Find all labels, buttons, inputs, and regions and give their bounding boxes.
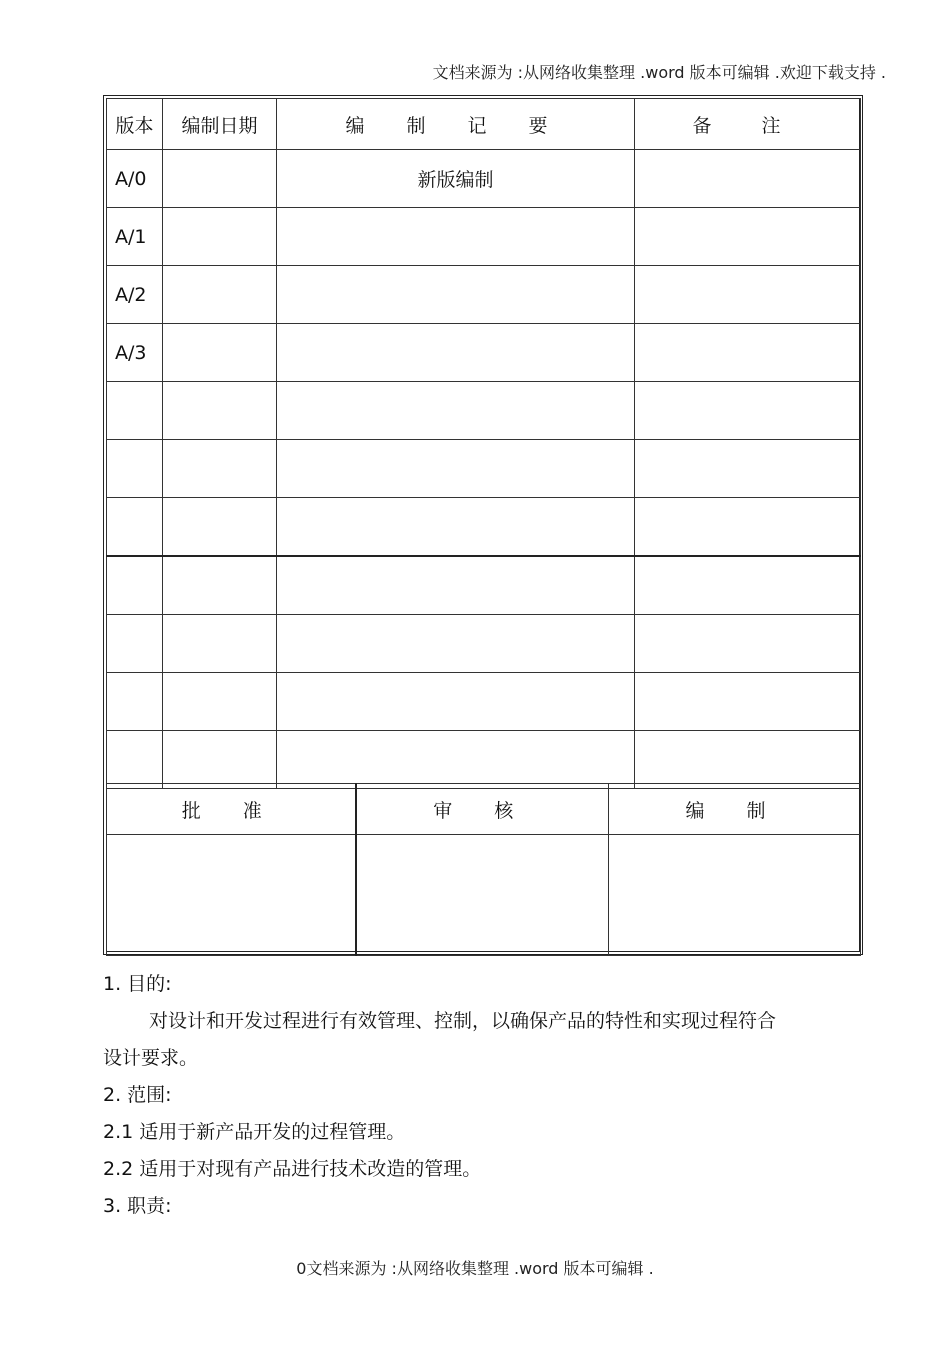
row-remarks — [635, 731, 861, 789]
section-3-title: 3. 职责: — [103, 1195, 172, 1217]
header-summary: 编 制 记 要 — [277, 99, 635, 150]
row-summary — [277, 324, 635, 382]
row-version — [107, 498, 163, 557]
signature-blank-row — [107, 835, 861, 956]
row-remarks — [635, 324, 861, 382]
row-date — [163, 615, 277, 673]
header-note: 文档来源为 :从网络收集整理 .word 版本可编辑 .欢迎下载支持 . — [432, 63, 886, 82]
header-remarks: 备 注 — [635, 99, 861, 150]
table-row — [107, 324, 861, 382]
section-2-title: 2. 范围: — [103, 1084, 172, 1106]
section-1-text-cont: 设计要求。 — [103, 1047, 199, 1069]
table-row — [107, 440, 861, 498]
row-summary — [277, 615, 635, 673]
section-1-title: 1. 目的: — [103, 973, 172, 995]
row-summary — [277, 498, 635, 557]
review-signature-cell — [356, 835, 609, 956]
row-summary — [277, 556, 635, 615]
row-remarks — [635, 266, 861, 324]
row-version — [107, 440, 163, 498]
section-2-2: 2.2 适用于对现有产品进行技术改造的管理。 — [103, 1158, 482, 1180]
row-version — [107, 673, 163, 731]
header-date: 编制日期 — [163, 99, 277, 150]
table-row — [107, 556, 861, 615]
row-version — [107, 615, 163, 673]
section-1-text: 对设计和开发过程进行有效管理、控制，以确保产品的特性和实现过程符合 — [149, 1010, 777, 1032]
row-summary — [277, 731, 635, 789]
row-version: A/3 — [107, 324, 163, 382]
row-version — [107, 731, 163, 789]
row-version: A/0 — [107, 150, 163, 208]
row-remarks — [635, 208, 861, 266]
compile-label: 编 制 — [609, 784, 861, 835]
revision-header-row — [107, 99, 861, 150]
row-date — [163, 382, 277, 440]
row-summary — [277, 382, 635, 440]
row-version: A/1 — [107, 208, 163, 266]
row-date — [163, 498, 277, 557]
row-date — [163, 208, 277, 266]
compile-signature-cell — [609, 835, 861, 956]
table-row — [107, 673, 861, 731]
row-summary: 新版编制 — [277, 150, 635, 208]
row-summary — [277, 266, 635, 324]
row-summary — [277, 208, 635, 266]
row-date — [163, 731, 277, 789]
row-remarks — [635, 498, 861, 557]
row-summary — [277, 440, 635, 498]
row-remarks — [635, 440, 861, 498]
row-remarks — [635, 382, 861, 440]
table-row — [107, 150, 861, 208]
row-remarks — [635, 556, 861, 615]
row-remarks — [635, 150, 861, 208]
row-date — [163, 324, 277, 382]
row-date — [163, 266, 277, 324]
document-body — [103, 966, 863, 1225]
row-remarks — [635, 673, 861, 731]
table-row — [107, 266, 861, 324]
approve-label: 批 准 — [107, 784, 356, 835]
row-version — [107, 382, 163, 440]
row-date — [163, 440, 277, 498]
table-row — [107, 615, 861, 673]
row-summary — [277, 673, 635, 731]
row-version: A/2 — [107, 266, 163, 324]
review-label: 审 核 — [356, 784, 609, 835]
revision-table — [106, 98, 861, 789]
table-row — [107, 731, 861, 789]
footer-note: 0文档来源为 :从网络收集整理 .word 版本可编辑 . — [296, 1259, 654, 1278]
table-row — [107, 382, 861, 440]
table-row — [107, 208, 861, 266]
row-version — [107, 556, 163, 615]
approve-signature-cell — [107, 835, 356, 956]
row-date — [163, 556, 277, 615]
row-remarks — [635, 615, 861, 673]
section-2-1: 2.1 适用于新产品开发的过程管理。 — [103, 1121, 406, 1143]
header-version: 版本 — [107, 99, 163, 150]
row-date — [163, 673, 277, 731]
row-date — [163, 150, 277, 208]
signature-table — [106, 783, 861, 956]
signature-label-row — [107, 784, 861, 835]
table-row — [107, 498, 861, 557]
